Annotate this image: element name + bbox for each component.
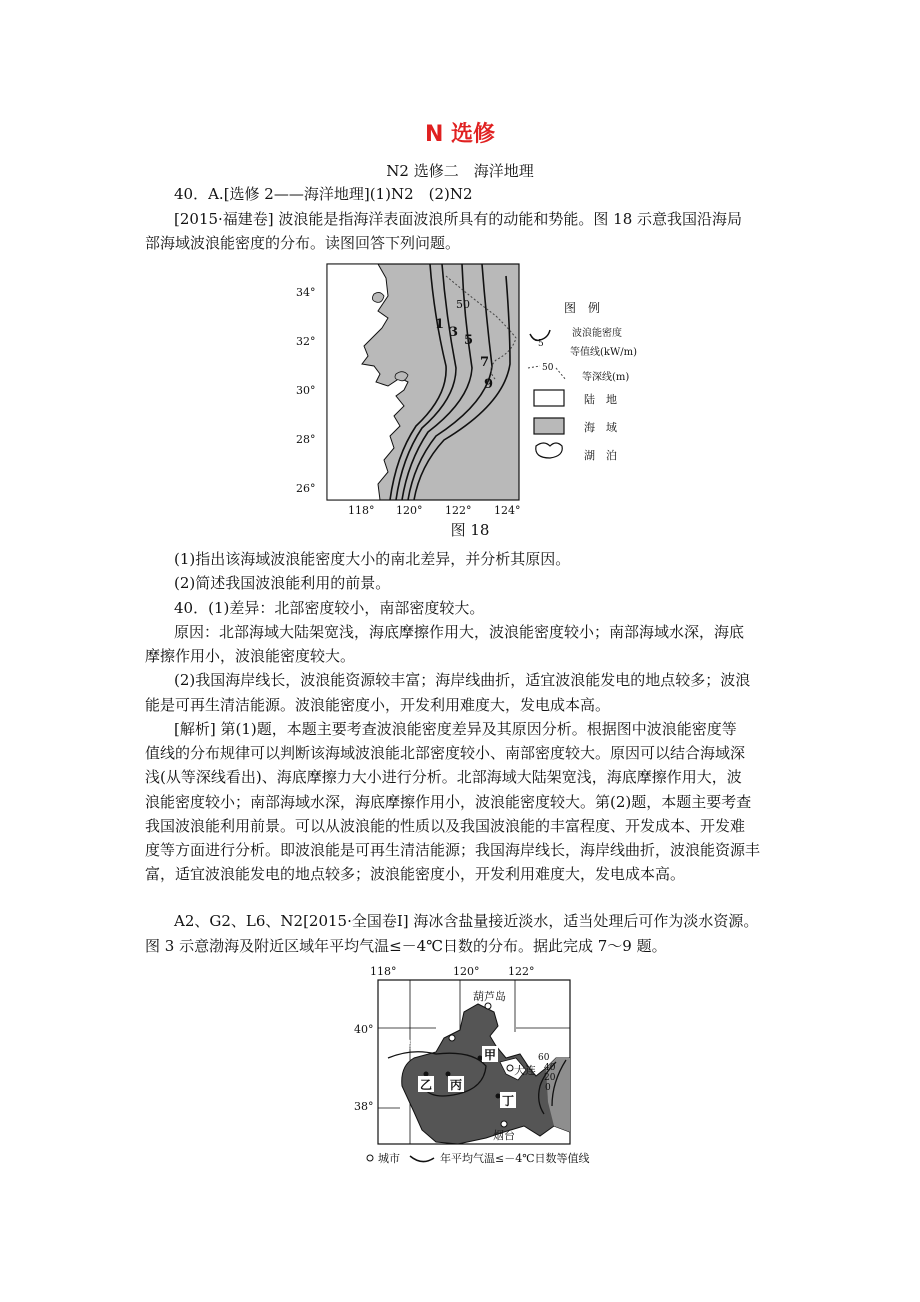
lon-label: 118° xyxy=(348,504,375,517)
city-marker xyxy=(449,1035,455,1041)
question-40-header: 40．A.[选修 2——海洋地理](1)N2 (2)N2 xyxy=(174,185,473,203)
point-label: 丙 xyxy=(450,1078,463,1092)
lat-label: 40° xyxy=(354,1023,374,1036)
isoline-label: 60 xyxy=(538,1053,550,1063)
city-marker xyxy=(485,1003,491,1009)
legend-depth-label: 等深线(m) xyxy=(582,372,630,383)
answer-line3: 摩擦作用小，波浪能密度较大。 xyxy=(145,647,356,665)
lat-label: 32° xyxy=(296,335,316,348)
lat-label: 28° xyxy=(296,433,316,446)
city-marker xyxy=(501,1121,507,1127)
isoline-label: 7 xyxy=(480,355,490,370)
figure-3-legend xyxy=(364,1148,644,1172)
lake-swatch xyxy=(536,443,562,458)
lon-label: 124° xyxy=(494,504,521,517)
legend-sea: 海 域 xyxy=(584,421,617,434)
legend-wave-unit: 等值线(kW/m) xyxy=(570,347,637,358)
question-2-line1: A2、G2、L6、N2[2015·全国卷Ⅰ] 海冰含盐量接近淡水，适当处理后可作为淡水资源。 xyxy=(174,912,759,930)
question-40-part1: (1)指出该海域波浪能密度大小的南北差异，并分析其原因。 xyxy=(174,550,571,568)
answer-line5: 能是可再生清洁能源。波浪能密度小，开发利用难度大，发电成本高。 xyxy=(145,696,611,714)
question-40-part2: (2)简述我国波浪能利用的前景。 xyxy=(174,574,391,592)
figure-3-map xyxy=(340,962,580,1152)
isoline-label: 20 xyxy=(544,1073,556,1083)
question-40-stem-line2: 部海域波浪能密度的分布。读图回答下列问题。 xyxy=(145,234,461,252)
legend-title: 图 例 xyxy=(564,301,601,315)
explanation-line2: 值线的分布规律可以判断该海域波浪能北部密度较小、南部密度较大。原因可以结合海域深 xyxy=(145,744,746,762)
explanation-line5: 我国波浪能利用前景。可以从波浪能的性质以及我国波浪能的丰富程度、开发成本、开发难 xyxy=(145,817,746,835)
legend-city: 城市 xyxy=(378,1152,400,1165)
sea-swatch xyxy=(534,418,564,434)
point-label: 乙 xyxy=(420,1078,433,1092)
figure-18-legend xyxy=(526,296,676,470)
figure-18-map xyxy=(296,256,532,522)
lon-label: 120° xyxy=(396,504,423,517)
legend-wave-num: 5 xyxy=(538,339,544,349)
explanation-line1: [解析] 第(1)题，本题主要考查波浪能密度差异及其原因分析。根据图中波浪能密度等 xyxy=(174,720,737,738)
point-label: 丁 xyxy=(502,1094,515,1108)
lon-label: 120° xyxy=(453,965,480,978)
land-swatch xyxy=(534,390,564,406)
isoline-label: 1 xyxy=(435,317,445,332)
city-label: 葫芦岛 xyxy=(473,990,506,1003)
legend-lake: 湖 泊 xyxy=(584,449,617,462)
legend-wave-label: 波浪能密度 xyxy=(572,328,622,339)
explanation-line4: 浪能密度较小；南部海域水深，海底摩擦作用小，波浪能密度较大。第(2)题，本题主要考查 xyxy=(145,793,752,811)
lon-label: 122° xyxy=(508,965,535,978)
city-marker xyxy=(507,1065,513,1071)
city-label: 烟台 xyxy=(493,1129,515,1142)
depth-label: 50 xyxy=(456,298,470,311)
question-40-stem-line1: [2015·福建卷] 波浪能是指海洋表面波浪所具有的动能和势能。图 18 示意我国沿海局 xyxy=(174,210,743,228)
section-subtitle: N2 选修二 海洋地理 xyxy=(386,162,534,180)
explanation-line7: 富，适宜波浪能发电的地点较多；波浪能密度小，开发利用难度大，发电成本高。 xyxy=(145,865,686,883)
answer-line4: (2)我国海岸线长，波浪能资源较丰富；海岸线曲折，适宜波浪能发电的地点较多；波浪 xyxy=(174,671,751,689)
answer-line1: 40．(1)差异：北部密度较小，南部密度较大。 xyxy=(174,599,485,617)
city-label: 大连 xyxy=(514,1064,536,1077)
legend-line: 年平均气温≤－4℃日数等值线 xyxy=(440,1152,590,1165)
lat-label: 38° xyxy=(354,1100,374,1113)
lat-label: 34° xyxy=(296,286,316,299)
legend-land: 陆 地 xyxy=(584,393,617,406)
isoline-label: 5 xyxy=(464,333,474,348)
isoline-label: 0 xyxy=(545,1083,551,1093)
lat-label: 30° xyxy=(296,384,316,397)
lon-label: 118° xyxy=(370,965,397,978)
isoline-swatch xyxy=(410,1156,434,1162)
point-label: 甲 xyxy=(484,1048,497,1062)
explanation-line6: 度等方面进行分析。即波浪能是可再生清洁能源；我国海岸线长，海岸线曲折，波浪能资源丰 xyxy=(145,841,761,859)
legend-depth-num: 50 xyxy=(542,363,554,373)
lon-label: 122° xyxy=(445,504,472,517)
isoline-label: 9 xyxy=(484,377,494,392)
isoline-label: 3 xyxy=(449,325,459,340)
explanation-line3: 浅(从等深线看出)、海底摩擦力大小进行分析。北部海域大陆架宽浅，海底摩擦作用大，波 xyxy=(145,768,742,786)
question-2-line2: 图 3 示意渤海及附近区域年平均气温≤－4℃日数的分布。据此完成 7～9 题。 xyxy=(145,937,667,955)
page-title: N 选修 xyxy=(424,122,496,147)
figure-18-caption: 图 18 xyxy=(450,521,490,539)
city-swatch xyxy=(367,1155,373,1161)
isoline-label: 40 xyxy=(544,1063,556,1073)
city-label: 秦皇岛 xyxy=(396,1038,429,1051)
answer-line2: 原因：北部海域大陆架宽浅，海底摩擦作用大，波浪能密度较小；南部海域水深，海底 xyxy=(174,623,745,641)
lat-label: 26° xyxy=(296,482,316,495)
